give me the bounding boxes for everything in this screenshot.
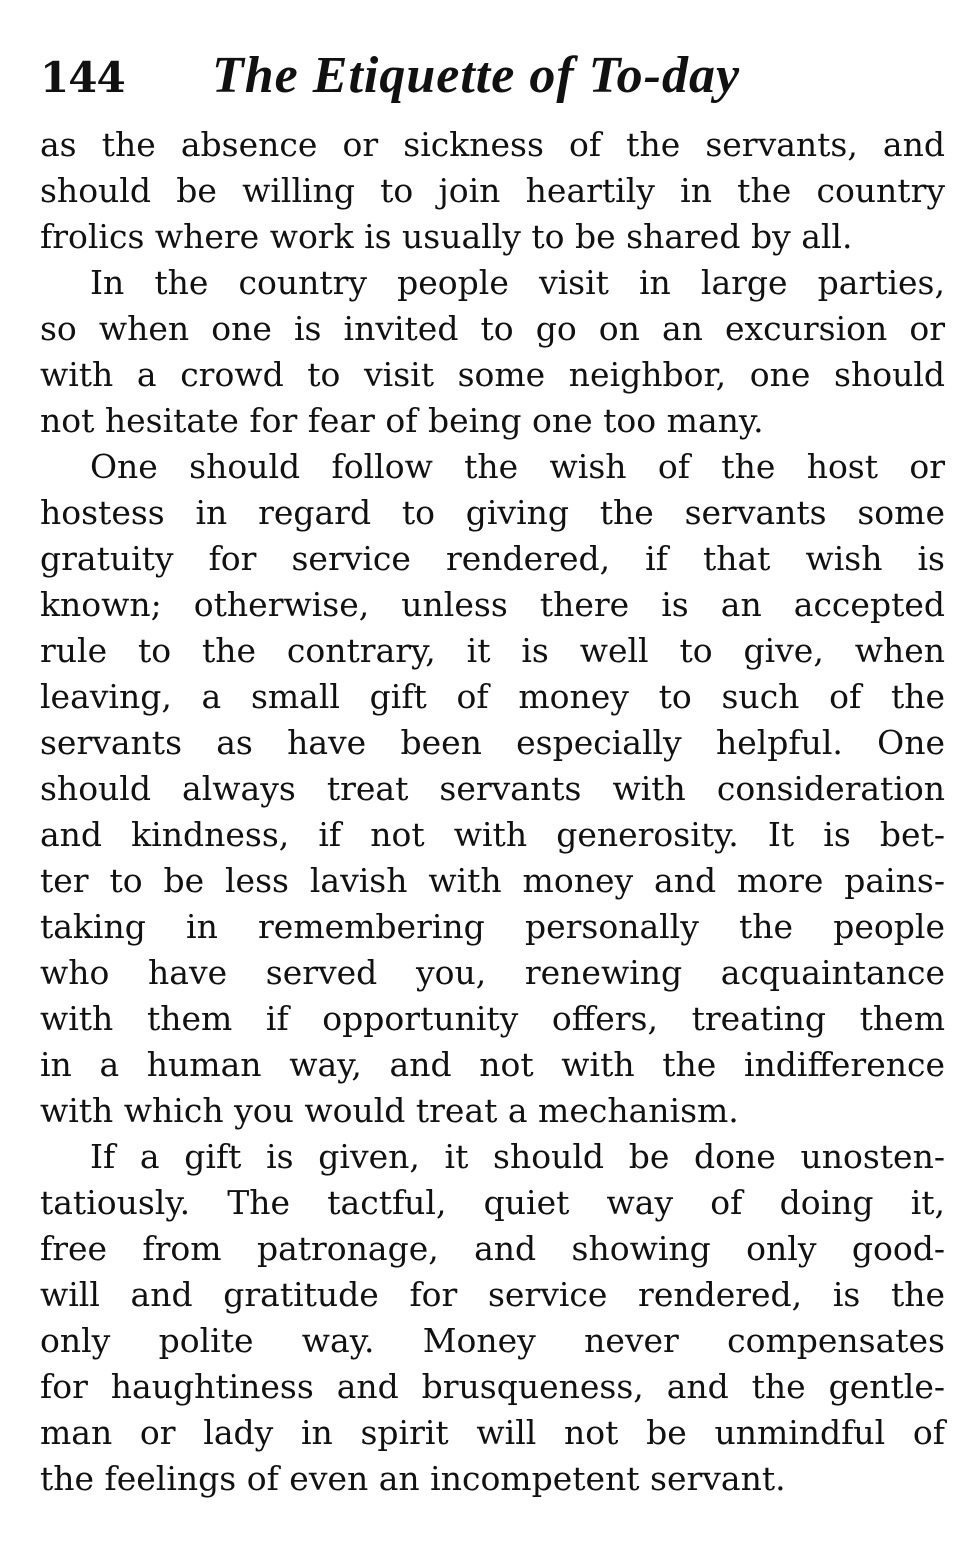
- text-line: so when one is invited to go on an excursion or: [40, 309, 945, 348]
- text-line: hostess in regard to giving the servants some: [40, 493, 945, 532]
- text-line: only polite way. Money never compensates: [40, 1321, 945, 1360]
- text-line: not hesitate for fear of being one too many.: [40, 401, 764, 440]
- text-line: One should follow the wish of the host or: [90, 447, 945, 486]
- text-line: man or lady in spirit will not be unmindful of: [40, 1413, 945, 1452]
- text-line: with which you would treat a mechanism.: [40, 1091, 739, 1130]
- text-line: ter to be less lavish with money and more pains-: [40, 861, 945, 900]
- text-line: frolics where work is usually to be shared by all.: [40, 217, 853, 256]
- text-line: If a gift is given, it should be done unosten-: [90, 1137, 945, 1176]
- text-line: the feelings of even an incompetent servant.: [40, 1459, 786, 1498]
- text-line: taking in remembering personally the people: [40, 907, 945, 946]
- paragraph: [40, 1134, 945, 1502]
- text-line: free from patronage, and showing only good-: [40, 1229, 945, 1268]
- text-line: and kindness, if not with generosity. It is bet-: [40, 815, 945, 854]
- text-line: rule to the contrary, it is well to give, when: [40, 631, 945, 670]
- page-number: 144: [40, 53, 125, 102]
- text-line: leaving, a small gift of money to such of the: [40, 677, 945, 716]
- running-head: [40, 46, 945, 110]
- paragraph: [40, 122, 945, 260]
- book-title: The Etiquette of To-day: [212, 47, 741, 104]
- text-line: tatiously. The tactful, quiet way of doing it,: [40, 1183, 945, 1222]
- text-line: in a human way, and not with the indifference: [40, 1045, 945, 1084]
- book-page: [40, 46, 945, 1502]
- text-line: servants as have been especially helpful. One: [40, 723, 945, 762]
- text-line: In the country people visit in large parties,: [90, 263, 945, 302]
- text-line: with a crowd to visit some neighbor, one should: [40, 355, 945, 394]
- paragraph: [40, 260, 945, 444]
- body-text: [40, 122, 945, 1502]
- text-line: with them if opportunity offers, treating them: [40, 999, 945, 1038]
- text-line: should always treat servants with consideration: [40, 769, 945, 808]
- text-line: will and gratitude for service rendered, is the: [40, 1275, 945, 1314]
- text-line: who have served you, renewing acquaintance: [40, 953, 945, 992]
- text-line: known; otherwise, unless there is an accepted: [40, 585, 945, 624]
- text-line: for haughtiness and brusqueness, and the gentle-: [40, 1367, 945, 1406]
- paragraph: [40, 444, 945, 1134]
- text-line: as the absence or sickness of the servants, and: [40, 125, 945, 164]
- text-line: gratuity for service rendered, if that wish is: [40, 539, 945, 578]
- text-line: should be willing to join heartily in the country: [40, 171, 945, 210]
